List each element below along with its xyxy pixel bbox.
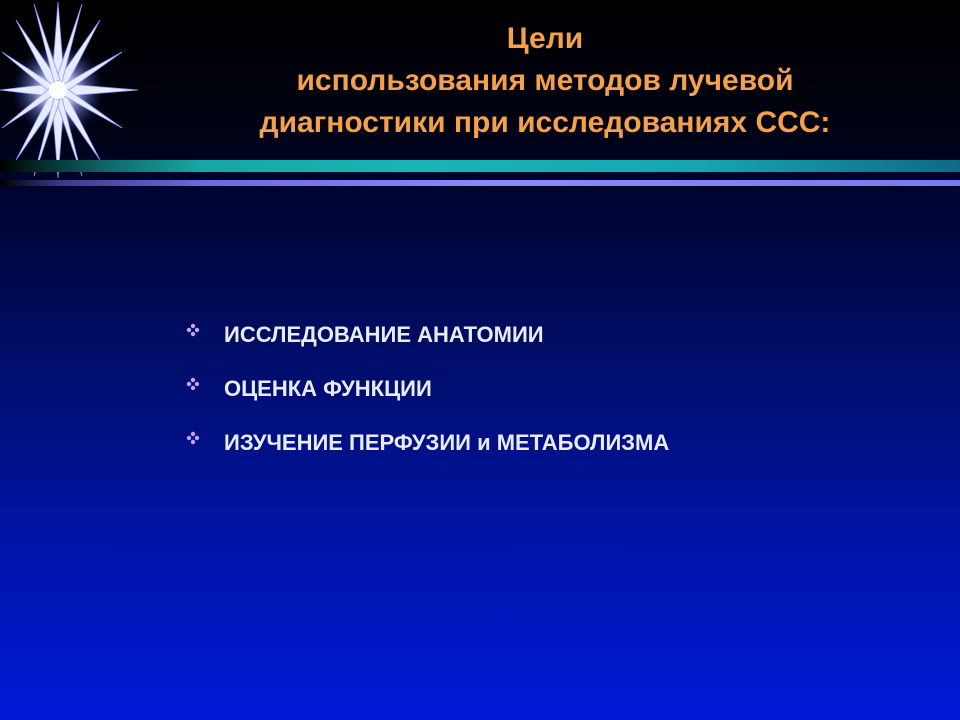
teal-divider: [0, 160, 960, 172]
title-line-2: использования методов лучевой: [296, 64, 794, 97]
blue-divider: [0, 180, 960, 186]
bullet-text: ИЗУЧЕНИЕ ПЕРФУЗИИ и МЕТАБОЛИЗМА: [224, 430, 670, 455]
list-item: [186, 416, 669, 470]
list-item: [186, 308, 669, 362]
diamond-bullet-icon: [186, 323, 200, 337]
title-line-3: диагностики при исследованиях ССС:: [259, 106, 831, 139]
slide-title: [140, 18, 950, 144]
bullet-text: ИССЛЕДОВАНИЕ АНАТОМИИ: [224, 322, 544, 347]
diamond-bullet-icon: [186, 431, 200, 445]
bullet-list: [186, 308, 669, 470]
bullet-text: ОЦЕНКА ФУНКЦИИ: [224, 376, 432, 401]
list-item: [186, 362, 669, 416]
sparkle-star-icon: [0, 0, 140, 180]
title-line-1: Цели: [506, 22, 584, 55]
diamond-bullet-icon: [186, 377, 200, 391]
